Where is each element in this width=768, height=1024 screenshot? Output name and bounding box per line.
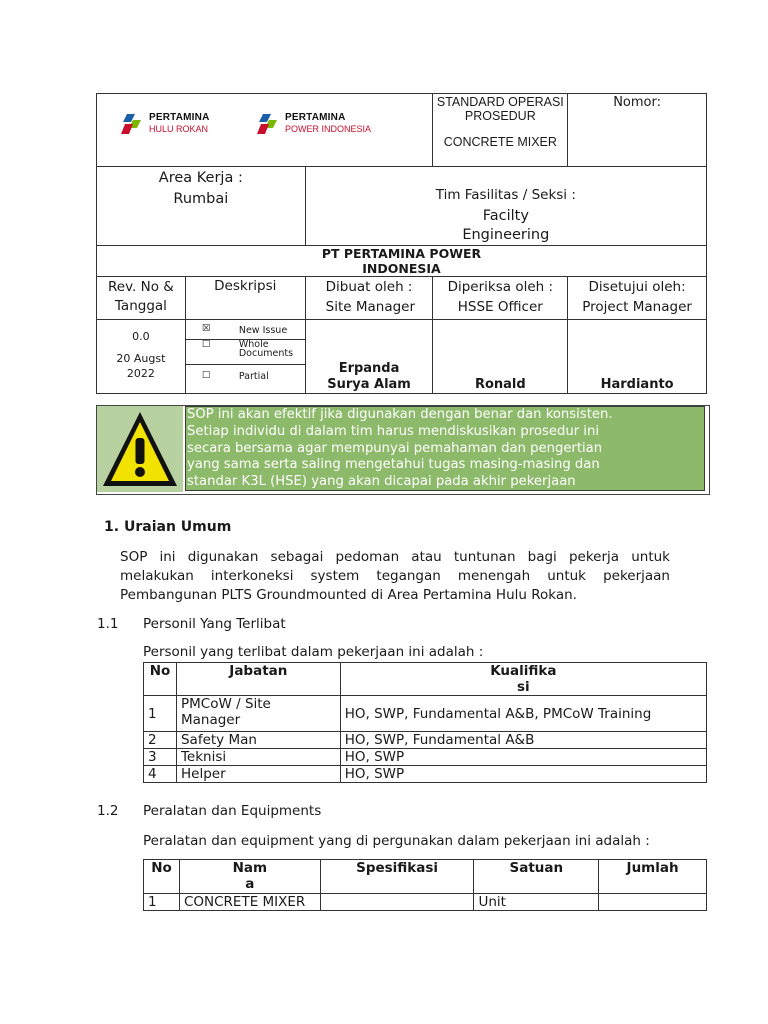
signer-diperiksa [433,320,568,394]
cell-jabatan-line2: Manager [180,712,241,728]
logo-cell [97,94,433,167]
area-kerja-value: Rumbai [173,191,229,207]
checkbox-mark: ☐ [201,370,211,381]
col-header-satuan: Satuan [474,860,599,894]
tim-fasilitas-value-1: Facilty [482,208,529,224]
warning-icon-box [97,406,183,492]
cell-satuan: Unit [474,894,599,911]
disetujui-header [568,277,707,320]
table-row [144,732,707,749]
rev-header-line1: Rev. No & [108,279,174,295]
cell-jumlah [599,894,707,911]
dibuat-role: Site Manager [325,299,416,315]
dibuat-header [305,277,433,320]
col-header-no: No [144,663,177,696]
para-line: melakukan interkoneksi system tegangan menengah untuk pekerjaan [120,568,670,584]
nomor-cell [568,94,707,167]
checkbox-mark: ☐ [201,339,211,350]
warning-line: Setiap individu di dalam tim harus mendiskusikan prosedur ini [187,423,599,439]
tim-fasilitas-label: Tim Fasilitas / Seksi : [435,187,576,203]
rev-date-line2: 2022 [126,367,155,380]
para-line: Pembangunan PLTS Groundmounted di Area Pertamina Hulu Rokan. [120,587,577,603]
company-line1: PT PERTAMINA POWER [321,246,482,261]
signer-disetujui [568,320,707,394]
cell-no: 2 [144,732,177,749]
sub-1-2-intro: Peralatan dan equipment yang di pergunakan dalam pekerjaan ini adalah : [143,833,650,849]
diperiksa-header [433,277,568,320]
col-header-nama-line1: Nam [232,860,268,876]
deskripsi-options-cell [185,320,305,394]
col-header-jumlah: Jumlah [599,860,707,894]
logo-right-line2: POWER INDONESIA [285,124,372,134]
table-row [144,894,707,911]
col-header-nama-line2: a [245,876,255,892]
checkbox-whole-documents[interactable] [202,339,211,350]
sop-title-line2: PROSEDUR [464,109,536,123]
option-partial-label: Partial [238,371,269,382]
cell-kualifikasi: HO, SWP [340,749,706,766]
warning-line: secara bersama agar mempunyai pemahaman dan pengertian [187,440,603,456]
logo-left-line2: HULU ROKAN [149,124,209,134]
tim-fasilitas-value-2: Engineering [462,227,550,243]
sub-1-2-number: 1.2 [97,803,119,819]
cell-no: 1 [144,696,177,732]
option-whole-documents-label [239,340,293,358]
area-kerja-label: Area Kerja : [158,170,243,186]
sub-1-1-number: 1.1 [97,616,119,632]
disetujui-role: Project Manager [582,299,692,315]
nomor-label: Nomor: [613,95,661,110]
deskripsi-header [185,277,305,320]
cell-no: 1 [144,894,180,911]
table-row [144,696,707,732]
cell-kualifikasi: HO, SWP, Fundamental A&B, PMCoW Training [340,696,706,732]
cell-no: 3 [144,749,177,766]
rev-header [97,277,186,320]
table-row [144,749,707,766]
cell-kualifikasi: HO, SWP, Fundamental A&B [340,732,706,749]
cell-nama: CONCRETE MIXER [179,894,320,911]
checkbox-partial[interactable] [202,370,211,381]
col-header-kualifikasi-line1: Kualifika [490,663,557,679]
sub-1-1-title: Personil Yang Terlibat [143,616,286,632]
tim-fasilitas-cell [305,167,706,246]
col-header-no: No [144,860,180,894]
diperiksa-label: Diperiksa oleh : [447,279,554,295]
section-1-number: 1. [104,519,120,535]
company-cell [97,246,707,277]
warning-line: standar K3L (HSE) yang akan dicapai pada akhir pekerjaan [187,474,576,490]
pertamina-hulu-rokan-logo [119,112,210,138]
cell-jabatan: Safety Man [176,732,340,749]
sop-title-line1: STANDARD OPERASI [436,95,564,109]
option-whole-line1: Whole [238,339,269,350]
area-kerja-cell [97,167,306,246]
signer-dibuat [305,320,433,394]
col-header-kualifikasi [340,663,706,696]
personil-table [143,662,707,783]
signer-diperiksa-name: Ronald [474,377,526,392]
col-header-nama [179,860,320,894]
cell-jabatan: Teknisi [176,749,340,766]
section-1-title: Uraian Umum [124,519,232,535]
logo-right-line1: PERTAMINA [285,112,346,123]
signer-dibuat-line2: Surya Alam [327,377,411,392]
sub-1-1-intro: Personil yang terlibat dalam pekerjaan ini adalah : [143,644,484,660]
cell-jabatan: Helper [176,766,340,783]
signer-disetujui-name: Hardianto [600,377,674,392]
section-1-paragraph [120,548,670,605]
warning-text [185,406,705,491]
sop-subject: CONCRETE MIXER [443,135,557,149]
dibuat-label: Dibuat oleh : [325,279,413,295]
cell-kualifikasi: HO, SWP [340,766,706,783]
table-header-row [144,663,707,696]
signer-dibuat-line1: Erpanda [338,361,400,376]
option-new-issue-label: New Issue [238,325,288,336]
cell-spesifikasi [320,894,474,911]
table-header-row [144,860,707,894]
cell-jabatan-line1: PMCoW / Site [180,696,271,712]
col-header-jabatan: Jabatan [176,663,340,696]
rev-date-line1: 20 Augst [116,352,166,365]
logo-left-line1: PERTAMINA [149,112,210,123]
warning-line: yang sama serta saling mengetahui tugas masing-masing dan [187,457,600,473]
pertamina-mark-icon [255,112,281,138]
para-line: SOP ini digunakan sebagai pedoman atau tuntunan bagi pekerja untuk [120,549,670,565]
rev-header-line2: Tanggal [114,298,167,314]
sop-header-table [96,93,707,394]
checkbox-mark: ☒ [201,323,211,334]
company-line2: INDONESIA [362,261,441,276]
peralatan-table [143,859,707,911]
cell-no: 4 [144,766,177,783]
col-header-kualifikasi-line2: si [517,679,530,695]
rev-number: 0.0 [132,330,150,343]
option-whole-line2: Documents [238,348,294,359]
cell-jabatan [176,696,340,732]
pertamina-power-indonesia-logo [255,112,371,138]
sop-title-cell [433,94,568,167]
checkbox-new-issue[interactable] [202,323,211,334]
diperiksa-role: HSSE Officer [457,299,543,315]
warning-line: SOP ini akan efektif jika digunakan dengan benar dan konsisten. [187,407,613,422]
deskripsi-label: Deskripsi [214,278,277,294]
pertamina-mark-icon [119,112,145,138]
disetujui-label: Disetujui oleh: [588,279,686,295]
table-row [144,766,707,783]
rev-cell [97,320,186,394]
warning-triangle-icon [97,406,183,492]
sub-1-2-title: Peralatan dan Equipments [143,803,322,819]
option-divider [186,364,306,365]
col-header-spesifikasi: Spesifikasi [320,860,474,894]
